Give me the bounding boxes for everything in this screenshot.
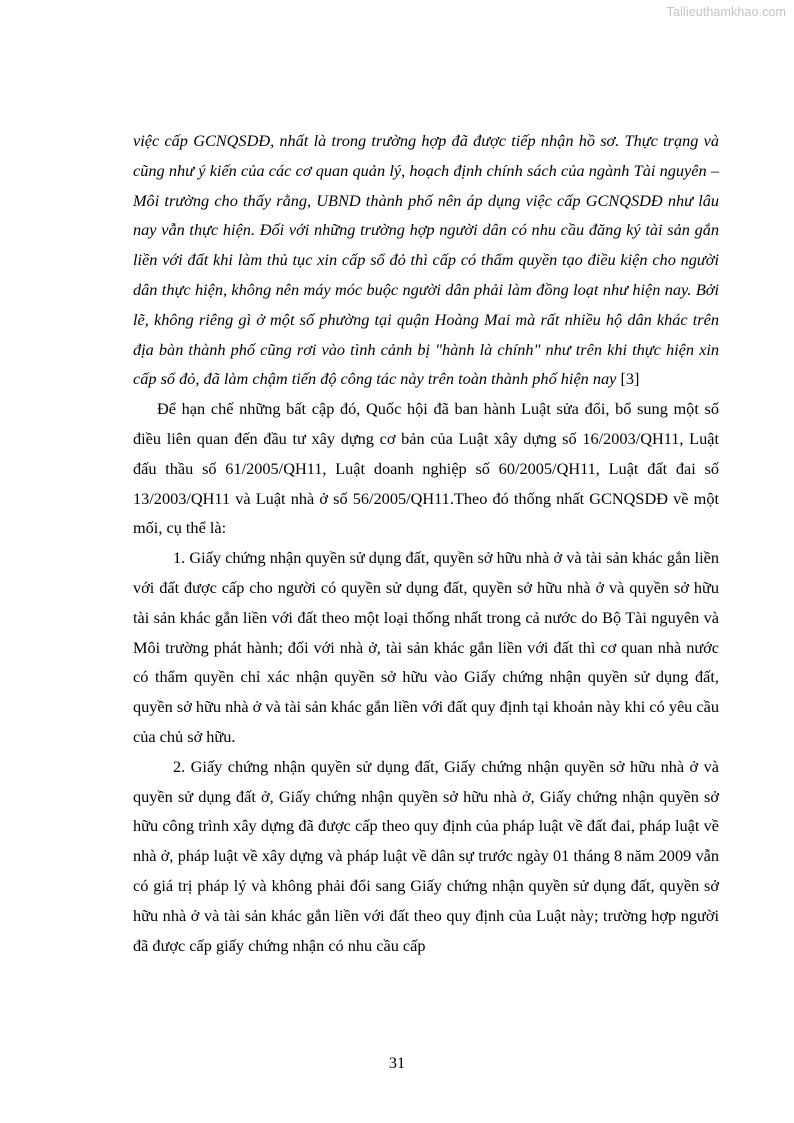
quote-text: việc cấp GCNQSDĐ, nhất là trong trường hợp đã được tiếp nhận hồ sơ. Thực trạng và cũng như ý kiến của các cơ quan quản lý, hoạch định chính sách của ngành Tài nguyên – Môi trường cho thấy rằng, UBND thành phố nên áp dụng việc cấp GCNQSDĐ như lâu nay vẫn thực hiện. Đối với những trường hợp người dân có nhu cầu đăng ký tài sản gắn liền với đất khi làm thủ tục xin cấp sổ đỏ thì cấp có thẩm quyền tạo điều kiện cho người dân thực hiện, không nên máy móc buộc người dân phải làm đồng loạt như hiện nay. Bởi lẽ, không riêng gì ở một số phường tại quận Hoàng Mai mà rất nhiều hộ dân khác trên địa bàn thành phố cũng rơi vào tình cảnh bị "hành là chính" như trên khi thực hiện xin cấp sổ đỏ, đã làm chậm tiến độ công tác này trên toàn thành phố hiện nay — [133, 131, 719, 389]
paragraph-quote — [133, 126, 719, 394]
paragraph-item-2: 2. Giấy chứng nhận quyền sử dụng đất, Giấy chứng nhận quyền sở hữu nhà ở và quyền sử dụng đất ở, Giấy chứng nhận quyền sở hữu nhà ở, Giấy chứng nhận quyền sở hữu công trình xây dựng đã được cấp theo quy định của pháp luật về đất đai, pháp luật về nhà ở, pháp luật về xây dựng và pháp luật về dân sự trước ngày 01 tháng 8 năm 2009 vẫn có giá trị pháp lý và không phải đổi sang Giấy chứng nhận quyền sử dụng đất, quyền sở hữu nhà ở và tài sản khác gắn liền với đất theo quy định của Luật này; trường hợp người đã được cấp giấy chứng nhận có nhu cầu cấp — [133, 756, 719, 955]
paragraph-item-1: 1. Giấy chứng nhận quyền sử dụng đất, quyền sở hữu nhà ở và tài sản khác gắn liền với đất được cấp cho người có quyền sử dụng đất, quyền sở hữu nhà ở và quyền sở hữu tài sản khác gắn liền với đất theo một loại thống nhất trong cả nước do Bộ Tài nguyên và Môi trường phát hành; đối với nhà ở, tài sản khác gắn liền với đất thì cơ quan nhà nước có thẩm quyền chỉ xác nhận quyền sở hữu vào Giấy chứng nhận quyền sử dụng đất, quyền sở hữu nhà ở và tài sản khác gắn liền với đất quy định tại khoản này khi có yêu cầu của chủ sở hữu. — [133, 548, 719, 746]
citation-reference: [3] — [616, 369, 640, 389]
watermark: Tailieuthamkhao.com — [666, 5, 786, 19]
document-body — [133, 126, 719, 960]
paragraph-law-amendment: Để hạn chế những bất cập đó, Quốc hội đã ban hành Luật sửa đổi, bổ sung một số điều liên quan đến đầu tư xây dựng cơ bản của Luật xây dựng số 16/2003/QH11, Luật đấu thầu số 61/2005/QH11, Luật doanh nghiệp số 60/2005/QH11, Luật đất đai số 13/2003/QH11 và Luật nhà ở số 56/2005/QH11.Theo đó thống nhất GCNQSDĐ về một mối, cụ thể là: — [133, 399, 719, 538]
page-number: 31 — [388, 1053, 406, 1072]
